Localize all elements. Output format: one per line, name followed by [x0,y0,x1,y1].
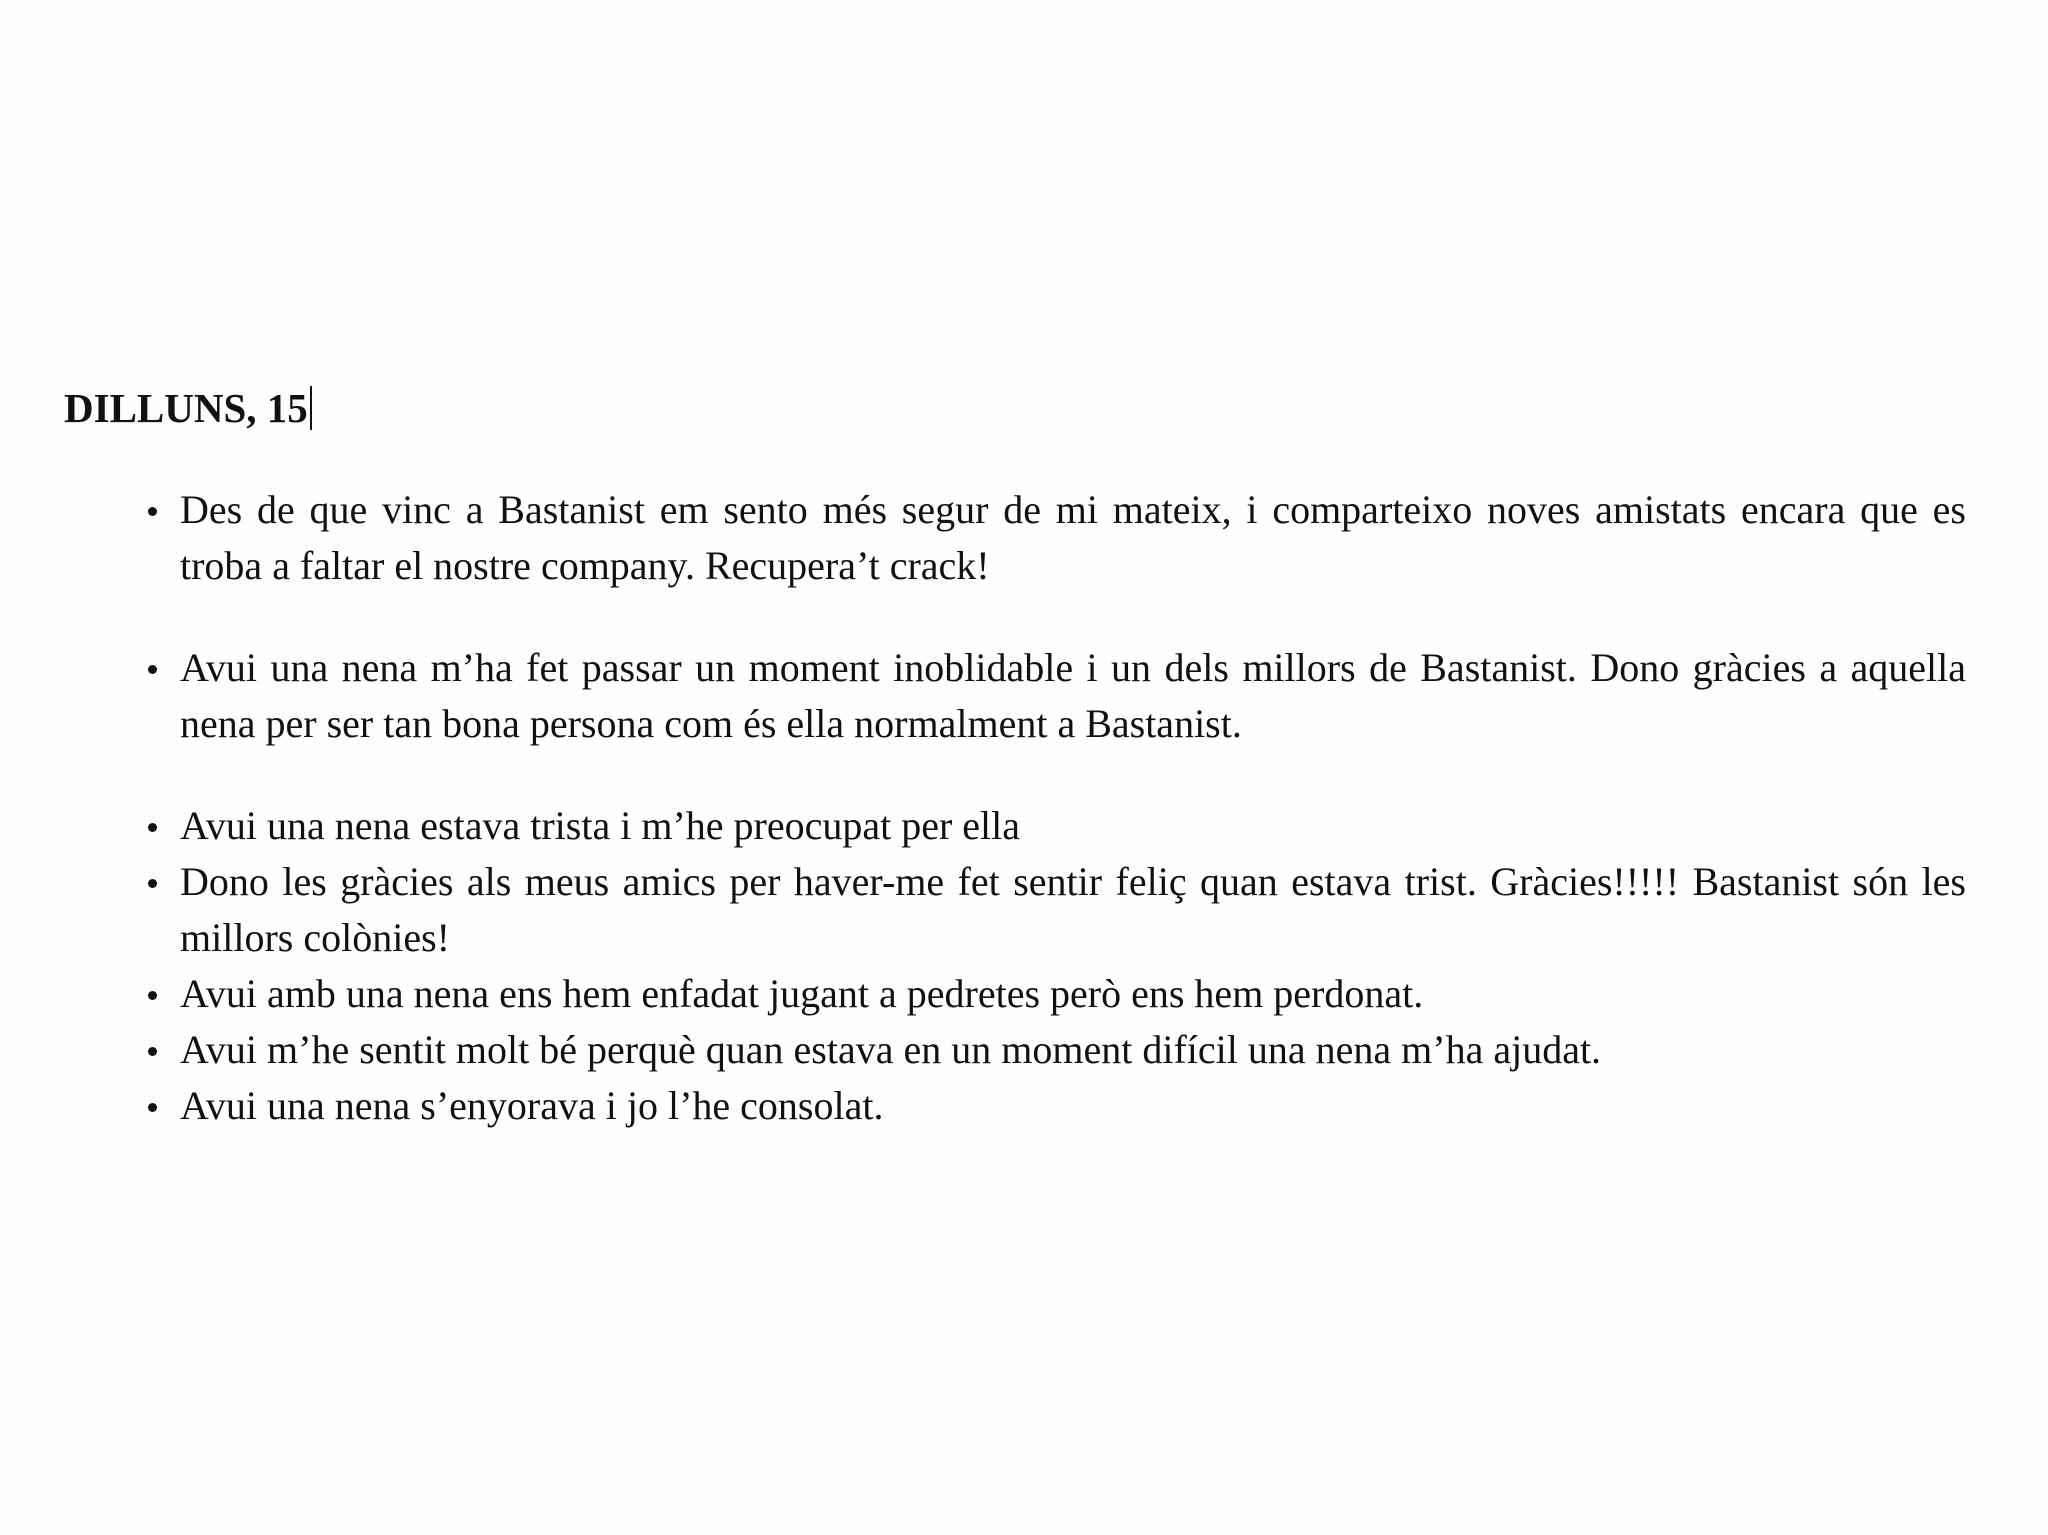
list-item: Avui una nena estava trista i m’he preocupat per ella [180,798,1966,854]
bullet-list-1 [180,482,1966,594]
text-cursor [310,386,312,430]
list-item: Avui una nena m’ha fet passar un moment inoblidable i un dels millors de Bastanist. Dono gràcies a aquella nena per ser tan bona persona com és ella normalment a Bastanist. [180,640,1966,752]
document-heading[interactable] [64,382,312,434]
heading-text: DILLUNS, 15 [64,385,308,431]
list-item: Avui m’he sentit molt bé perquè quan estava en un moment difícil una nena m’ha ajudat. [180,1022,1966,1078]
bullet-list-3 [180,798,1966,1134]
bullet-list-2 [180,640,1966,752]
list-item: Avui amb una nena ens hem enfadat jugant a pedretes però ens hem perdonat. [180,966,1966,1022]
list-item: Avui una nena s’enyorava i jo l’he consolat. [180,1078,1966,1134]
list-item: Dono les gràcies als meus amics per haver-me fet sentir feliç quan estava trist. Gràcies!!!!! Bastanist són les millors colònies! [180,854,1966,966]
list-item: Des de que vinc a Bastanist em sento més segur de mi mateix, i comparteixo noves amistats encara que es troba a faltar el nostre company. Recupera’t crack! [180,482,1966,594]
